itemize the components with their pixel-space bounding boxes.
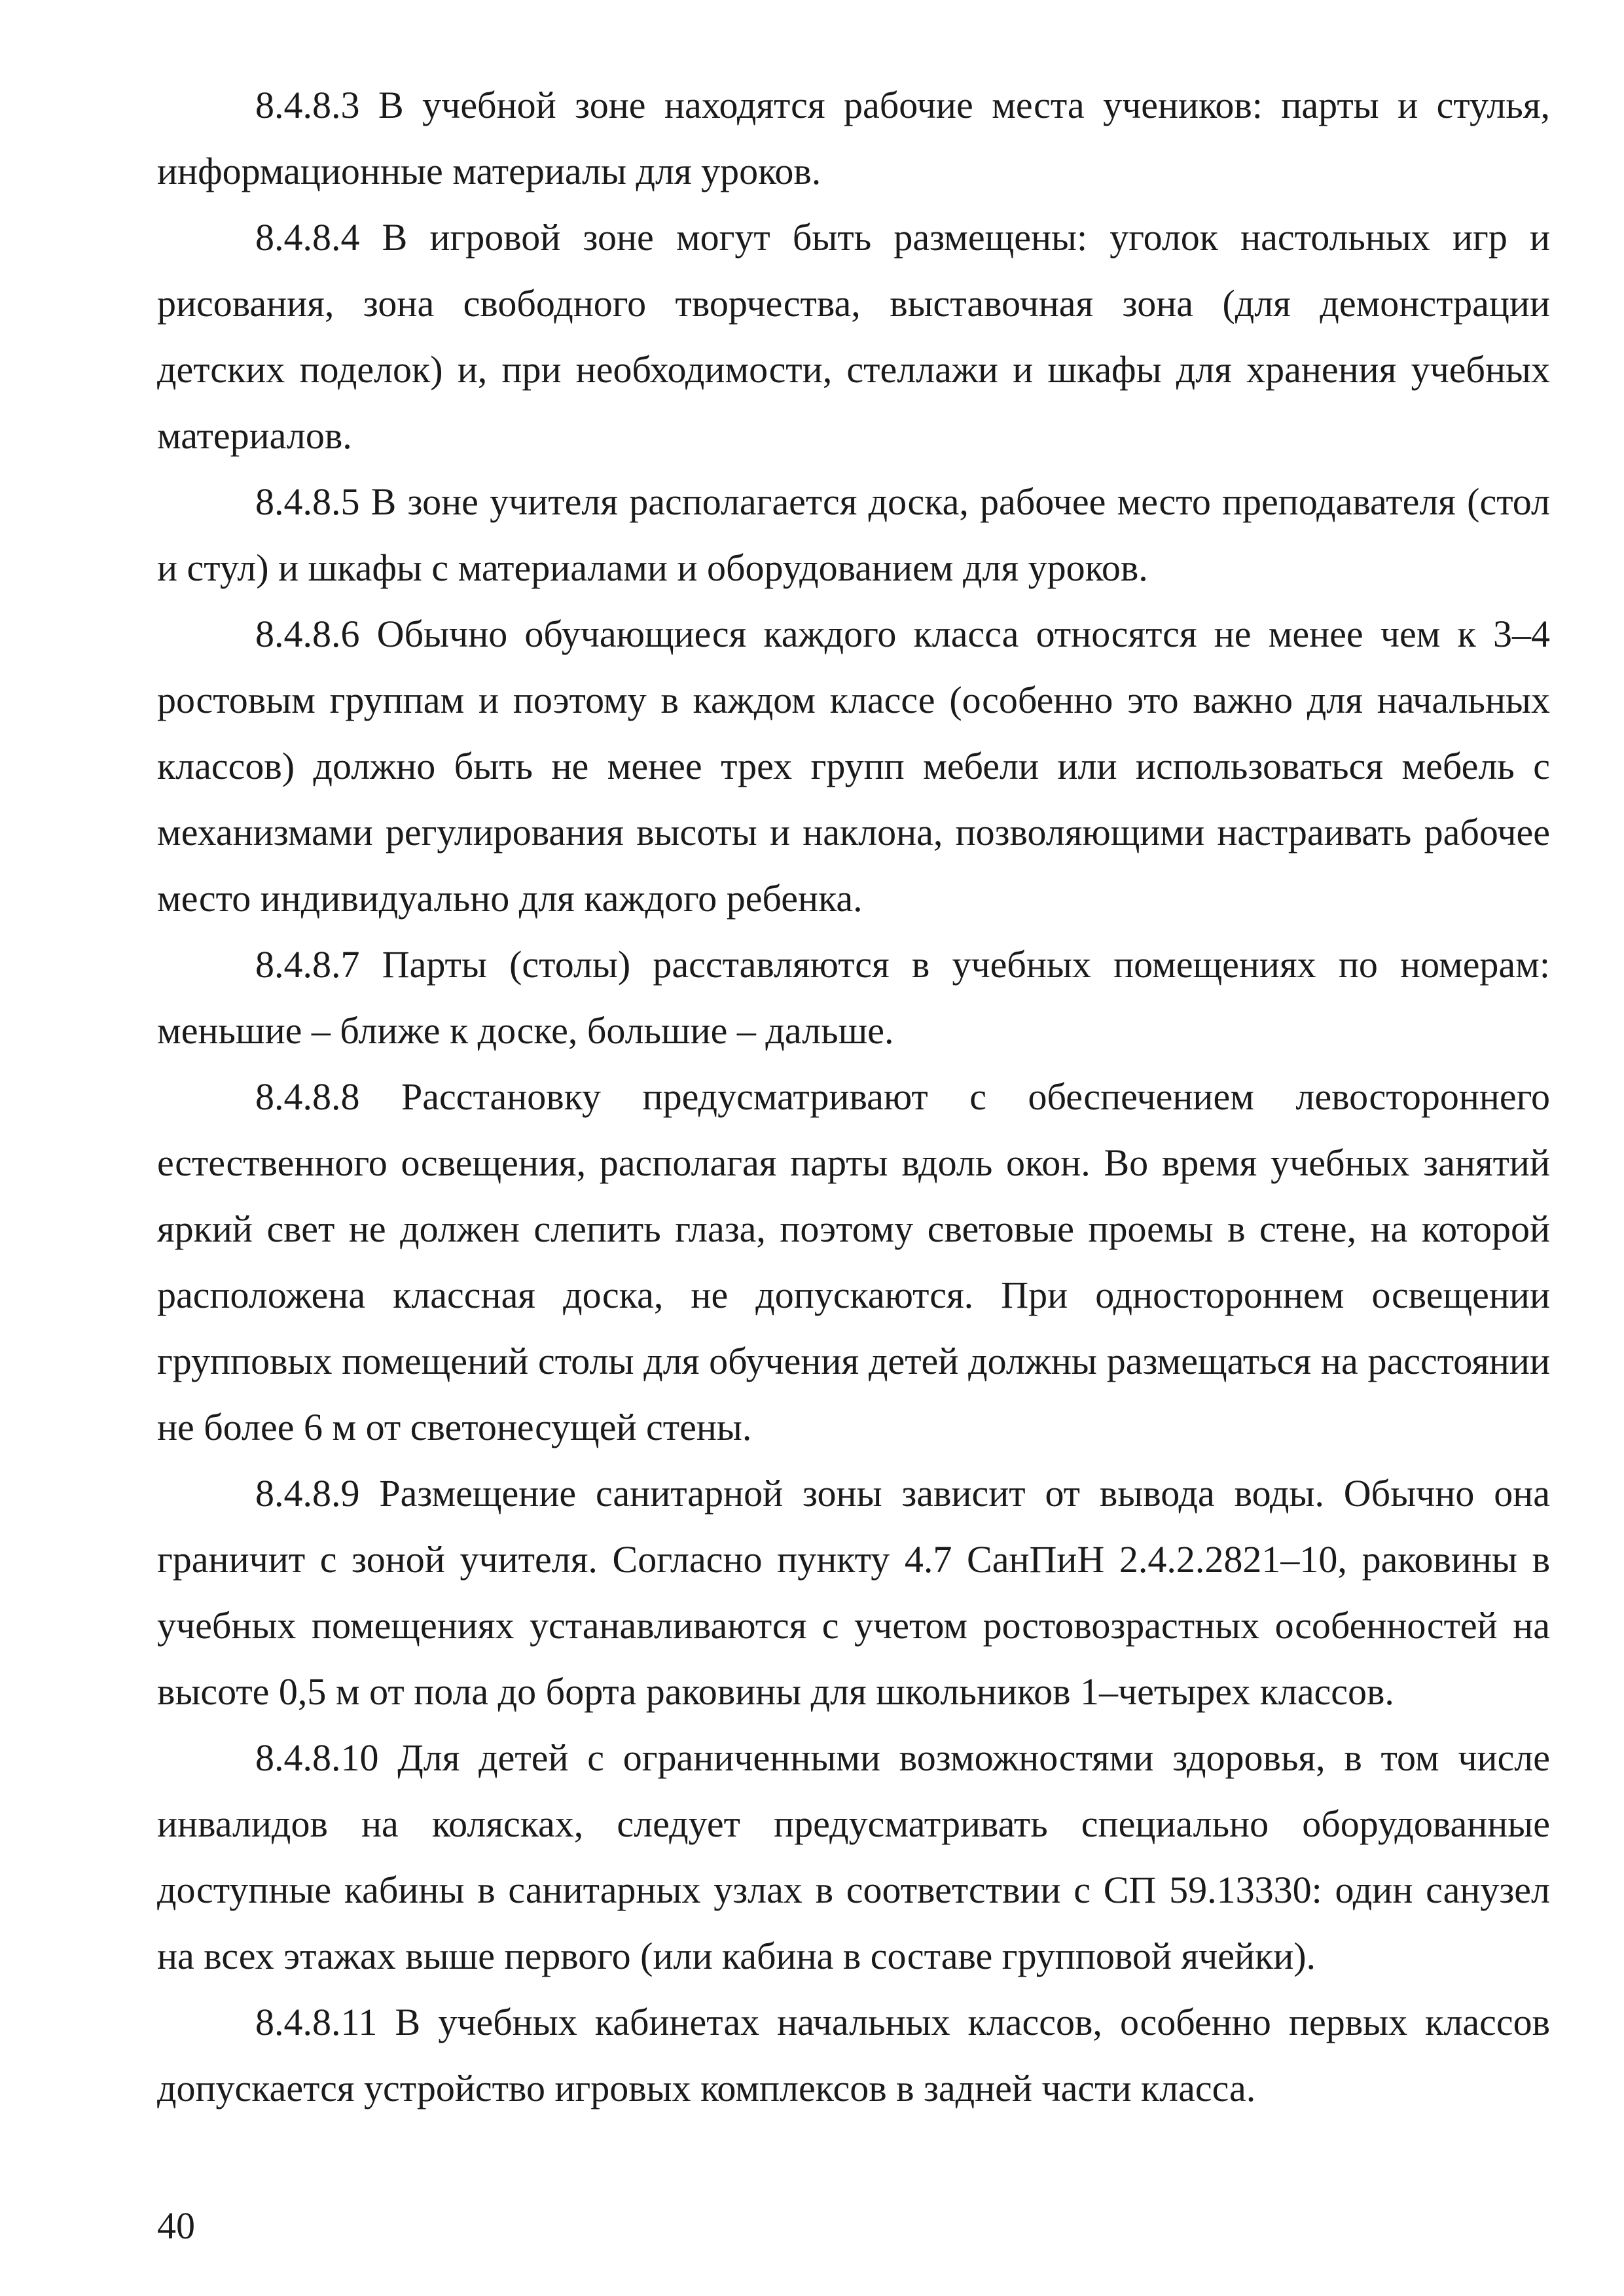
page-number: 40 — [157, 2204, 195, 2247]
paragraph-8-4-8-9: 8.4.8.9 Размещение санитарной зоны зависит от вывода воды. Обычно она граничит с зоной учителя. Согласно пункту 4.7 СанПиН 2.4.2.2821–10, раковины в учебных помещениях устанавливаются с учетом ростовозрастных особенностей на высоте 0,5 м от пола до борта раковины для школьников 1–четырех классов. — [157, 1472, 1550, 1713]
paragraph-8-4-8-8: 8.4.8.8 Расстановку предусматривают с обеспечением левостороннего естественного освещения, располагая парты вдоль окон. Во время учебных занятий яркий свет не должен слепить глаза, поэтому световые проемы в стене, на которой расположена классная доска, не допускаются. При одностороннем освещении групповых помещений столы для обучения детей должны размещаться на расстоянии не более 6 м от светонесущей стены. — [157, 1075, 1550, 1448]
paragraph-8-4-8-10: 8.4.8.10 Для детей с ограниченными возможностями здоровья, в том числе инвалидов на колясках, следует предусматривать специально оборудованные доступные кабины в санитарных узлах в соответствии с СП 59.13330: один санузел на всех этажах выше первого (или кабина в составе групповой ячейки). — [157, 1736, 1550, 1977]
paragraph-8-4-8-7: 8.4.8.7 Парты (столы) расставляются в учебных помещениях по номерам: меньшие – ближе к доске, большие – дальше. — [157, 943, 1550, 1052]
document-body — [157, 72, 1550, 2121]
paragraph-8-4-8-3: 8.4.8.3 В учебной зоне находятся рабочие места учеников: парты и стулья, информационные материалы для уроков. — [157, 84, 1550, 192]
paragraph-8-4-8-11: 8.4.8.11 В учебных кабинетах начальных классов, особенно первых классов допускается устройство игровых комплексов в задней части класса. — [157, 2001, 1550, 2109]
paragraph-8-4-8-6: 8.4.8.6 Обычно обучающиеся каждого класса относятся не менее чем к 3–4 ростовым группам и поэтому в каждом классе (особенно это важно для начальных классов) должно быть не менее трех групп мебели или использоваться мебель с механизмами регулирования высоты и наклона, позволяющими настраивать рабочее место индивидуально для каждого ребенка. — [157, 613, 1550, 920]
paragraph-8-4-8-5: 8.4.8.5 В зоне учителя располагается доска, рабочее место преподавателя (стол и стул) и шкафы с материалами и оборудованием для уроков. — [157, 480, 1550, 589]
paragraph-8-4-8-4: 8.4.8.4 В игровой зоне могут быть размещены: уголок настольных игр и рисования, зона свободного творчества, выставочная зона (для демонстрации детских поделок) и, при необходимости, стеллажи и шкафы для хранения учебных материалов. — [157, 216, 1550, 457]
